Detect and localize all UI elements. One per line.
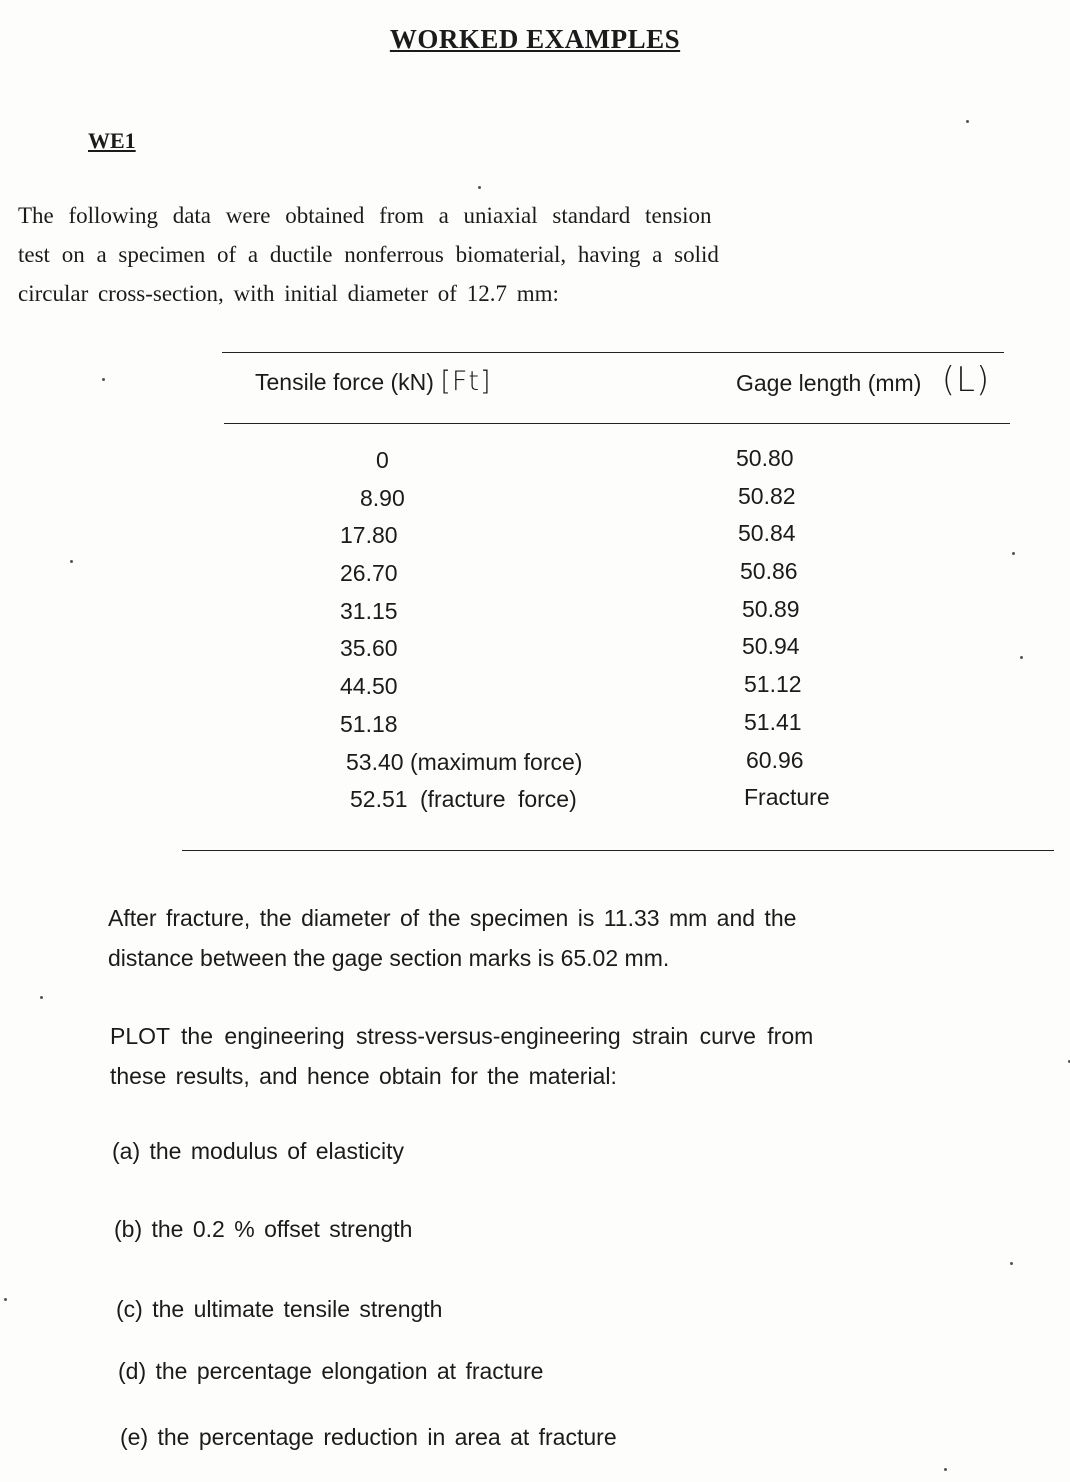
header-force-note: [Ft] [440,366,492,397]
table-cell-force: 52.51 (fracture force) [350,786,577,813]
table-cell-force: 51.18 [340,710,398,737]
table-header-rule [224,423,1010,424]
table-bottom-rule [182,850,1054,851]
force-column [330,442,670,819]
question-item-a: (a) the modulus of elasticity [112,1138,404,1164]
table-cell-gage: Fracture [744,784,830,811]
table-cell-gage: 50.84 [738,520,796,547]
question-item-e: (e) the percentage reduction in area at fracture [120,1424,617,1450]
plot-line: these results, and hence obtain for the material: [110,1063,617,1089]
table-top-rule [222,352,1004,353]
scan-speck [1010,1262,1013,1265]
table-cell-gage: 50.80 [736,445,794,471]
plot-instruction-paragraph [110,1016,1040,1096]
intro-line: test on a specimen of a ductile nonferrous biomaterial, having a solid [18,242,719,267]
table-cell-force: 17.80 [340,522,398,549]
page-title: WORKED EXAMPLES [389,24,681,54]
question-item-b: (b) the 0.2 % offset strength [114,1216,413,1242]
header-gage-note: (L) [941,360,991,400]
intro-line: The following data were obtained from a uniaxial standard tension [18,203,712,228]
scan-speck [70,560,73,563]
scan-speck [102,378,105,381]
scan-speck [944,1468,947,1471]
scan-speck [966,120,969,123]
question-item-c: (c) the ultimate tensile strength [116,1296,443,1322]
table-cell-gage: 50.82 [738,482,796,509]
scan-speck [40,996,43,999]
header-gage-label: Gage length (mm) [736,370,922,396]
table-cell-gage: 51.12 [744,671,802,698]
scan-speck [1020,656,1023,659]
table-cell-force: 35.60 [340,635,398,662]
table-cell-force: 8.90 [360,484,405,511]
question-item-d: (d) the percentage elongation at fracture [118,1358,544,1384]
table-cell-force: 31.15 [340,597,398,624]
scan-speck [4,1298,7,1301]
table-cell-gage: 51.41 [744,708,802,735]
table-cell-gage: 50.86 [740,558,798,585]
plot-line: PLOT the engineering stress-versus-engineering strain curve from [110,1023,814,1049]
intro-paragraph [18,196,948,313]
table-cell-gage: 50.94 [742,633,800,660]
scan-speck [478,186,481,189]
gage-column [736,440,936,817]
table-cell-force: 0 [376,447,389,473]
after-fracture-paragraph [108,898,1038,978]
table-cell-gage: 60.96 [746,746,804,773]
table-cell-gage: 50.89 [742,595,800,622]
table-cell-force: 26.70 [340,560,398,587]
intro-line: circular cross-section, with initial diameter of 12.7 mm: [18,281,559,306]
table-cell-force: 53.40 (maximum force) [346,748,583,775]
after-line: distance between the gage section marks is 65.02 mm. [108,945,670,971]
table-header-force [255,366,492,397]
example-label: WE1 [88,128,136,153]
table-cell-force: 44.50 [340,673,398,700]
scan-speck [1012,552,1015,555]
after-line: After fracture, the diameter of the specimen is 11.33 mm and the [108,905,797,931]
table-header-gage [736,360,990,400]
header-force-label: Tensile force (kN) [255,369,434,395]
